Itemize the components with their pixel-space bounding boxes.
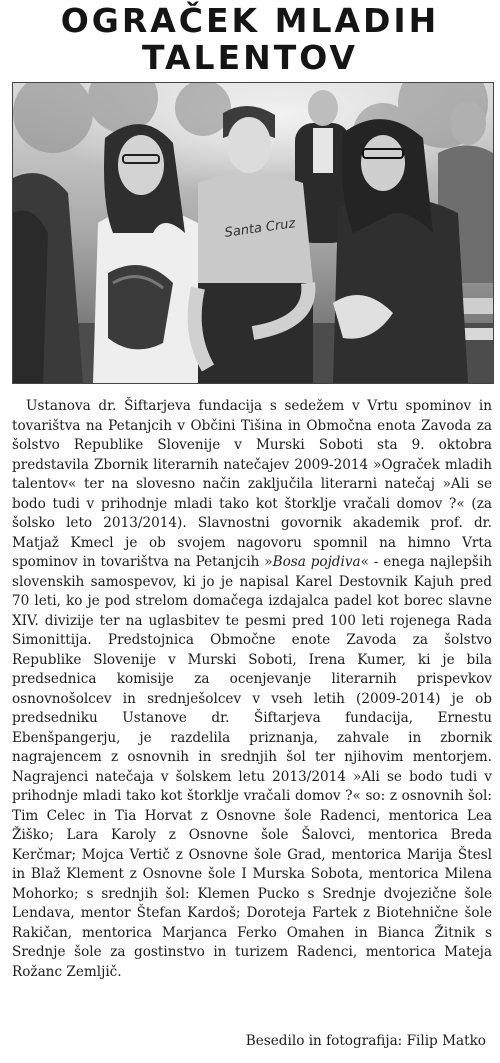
photo-tshirt-print: Santa Cruz [223, 216, 297, 241]
headline-line-1: OGRAČEK MLADIH [60, 1, 440, 40]
body-text-part-1: Ustanova dr. Šiftarjeva fundacija s sedežem v Vrtu spominov in tovarištva na Petanjcih v Občini Tišina in Območna enota Zavoda za šolstvo Republike Slovenije v Murski Soboti sta 9. oktobra predstavila Zbornik literarnih natečajev 2009-2014 »Ograček mladih talentov« ter na slovesno način zaključila literarni natečaj »Ali se bodo tudi v prihodnje mladi tako kot štorklje vračali domov ?« (za šolsko leto 2013/2014). Slavnostni govornik akademik prof. dr. Matjaž Kmecl je ob svojem nagovoru spomnil na himno Vrta spominov in tovarištva na Petanjcih » [12, 398, 492, 570]
article-headline [0, 2, 500, 76]
headline-line-2: TALENTOV [142, 38, 358, 77]
song-title: Bosa pojdiva [272, 554, 361, 570]
article-body [12, 397, 492, 982]
article-paragraph [12, 397, 492, 982]
photo-credit: Besedilo in fotografija: Filip Matko [245, 1033, 486, 1049]
article-photo [12, 82, 494, 384]
body-text-part-2: « - enega najlepših slovenskih samospevov, ki jo je napisal Karel Destovnik Kajuh pred 70 leti, ko je pod strelom domačega izdajalca padel kot borec slavne XIV. divizije ter na uglasbitev te pesmi pred 100 leti rojenega Rada Simonittija. Predstojnica Območne enote Zavoda za šolstvo Republike Slovenije v Murski Soboti, Irena Kumer, ki je bila predsednica komisije za ocenjevanje literarnih prispevkov osnovnošolcev in srednješolcev v vseh letih (2009-2014) je ob predsedniku Ustanove dr. Šiftarjeva fundacija, Ernestu Ebenšpangerju, je razdelila priznanja, zahvale in zbornik nagrajencem z osnovnih in srednjih šol ter njihovim mentorjem. Nagrajenci natečaja v šolskem letu 2013/2014 »Ali se bodo tudi v prihodnje mladi tako kot štorklje vračali domov ?« so: z osnovnih šol: Tim Celec in Tia Horvat z Osnovne šole Radenci, mentorica Lea Žiško; Lara Karoly z Osnovne šole Šalovci, mentorica Breda Kerčmar; Mojca Vertič z Osnovne šole Grad, mentorica Marija Štesl in Blaž Klement z Osnovne šole I Murska Sobota, mentorica Milena Mohorko; s srednjih šol: Klemen Pucko s Srednje dvojezične šole Lendava, mentor Štefan Kardoš; Doroteja Fartek z Biotehnične šole Rakičan, mentorica Marjanca Ferko Omahen in Bianca Žitnik s Srednje šole za gostinstvo in turizem Radenci, mentorica Mateja Rožanc Zemljič. [12, 554, 493, 980]
